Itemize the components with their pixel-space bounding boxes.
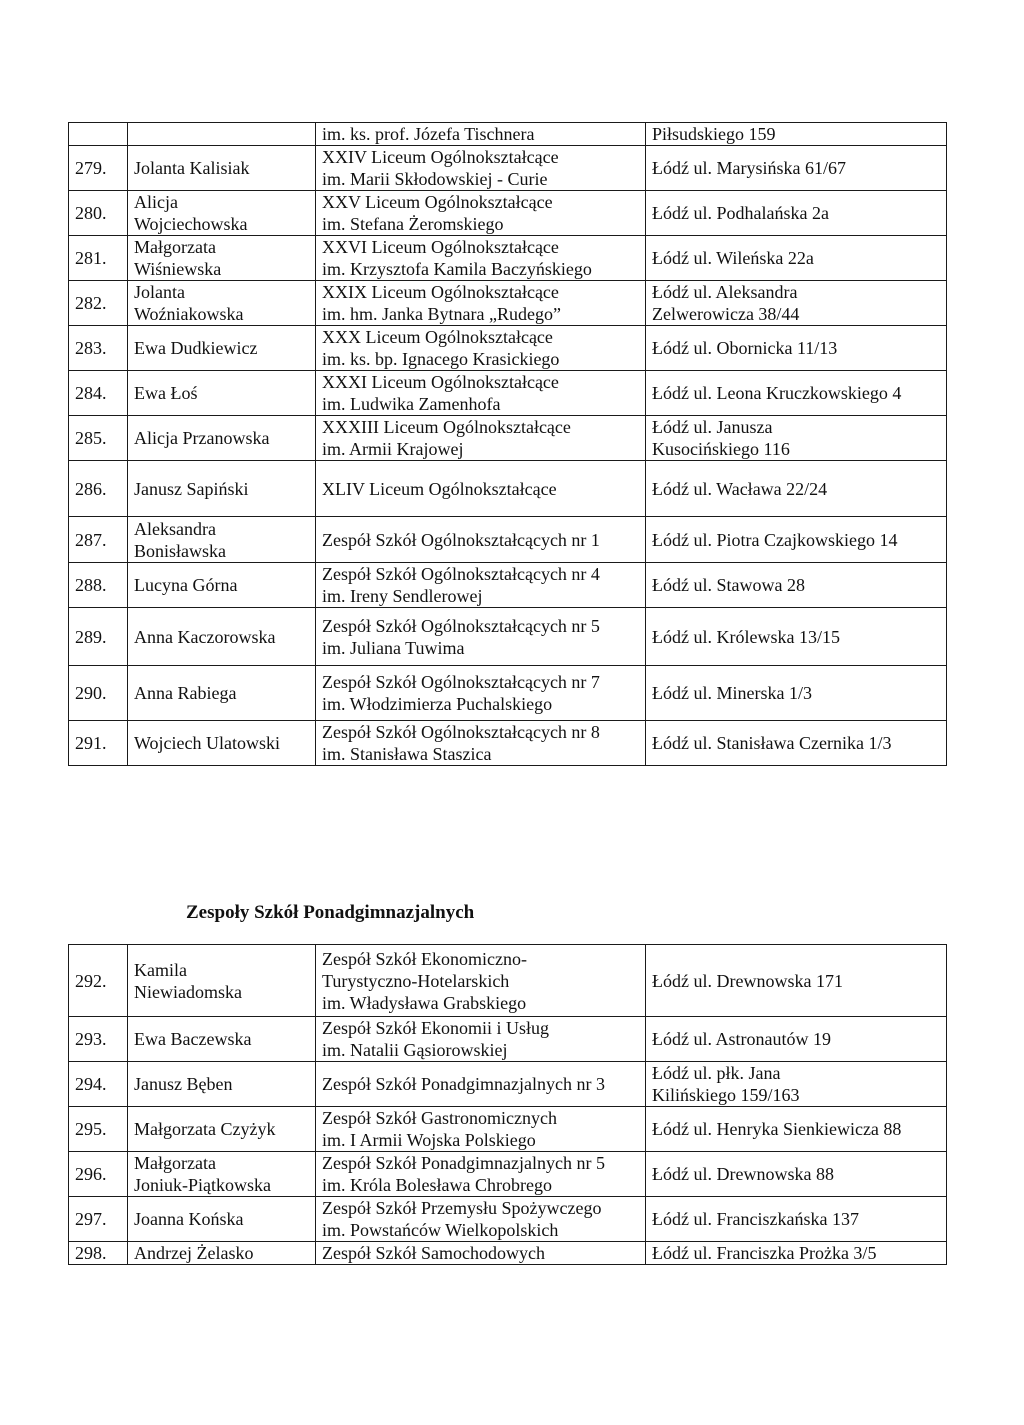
school-name-line: im. hm. Janka Bytnara „Rudego” <box>322 304 561 324</box>
school-name-line: Zespół Szkół Ogólnokształcących nr 4 <box>322 564 600 584</box>
director-name-line: Ewa Łoś <box>134 383 198 403</box>
school-name-line: im. Natalii Gąsiorowskiej <box>322 1040 508 1060</box>
table-row <box>69 123 947 146</box>
school-name-line: im. I Armii Wojska Polskiego <box>322 1130 536 1150</box>
director-name-line: Bonisławska <box>134 540 226 561</box>
school-address-cell <box>646 1062 947 1107</box>
row-number-cell: 288. <box>69 563 128 608</box>
director-name-line: Aleksandra <box>134 518 216 539</box>
school-address-line: Łódź ul. Piotra Czajkowskiego 14 <box>652 529 898 550</box>
school-name-cell <box>316 123 646 146</box>
school-address-line: Kusocińskiego 116 <box>652 439 790 459</box>
school-address-line: Łódź ul. Wileńska 22a <box>652 248 814 268</box>
school-address-cell <box>646 371 947 416</box>
table-row <box>69 146 947 191</box>
school-name-line: im. Ireny Sendlerowej <box>322 586 483 606</box>
school-address-line: Zelwerowicza 38/44 <box>652 304 800 324</box>
table-row <box>69 1152 947 1197</box>
school-name-cell <box>316 146 646 191</box>
school-name-line: XXV Liceum Ogólnokształcące <box>322 192 553 212</box>
director-name-cell <box>128 721 316 766</box>
school-name-cell <box>316 371 646 416</box>
table-row <box>69 236 947 281</box>
director-name-line: Janusz Sapiński <box>134 478 249 499</box>
director-name-cell <box>128 461 316 517</box>
director-name-cell <box>128 608 316 666</box>
school-address-cell <box>646 416 947 461</box>
school-address-line: Łódź ul. Janusza <box>652 417 773 437</box>
school-name-cell <box>316 236 646 281</box>
school-name-line: Zespół Szkół Ekonomii i Usług <box>322 1018 549 1038</box>
director-name-line: Małgorzata Czyżyk <box>134 1119 276 1139</box>
director-name-line: Alicja <box>134 192 178 212</box>
director-name-line: Niewiadomska <box>134 981 242 1002</box>
school-address-line: Łódź ul. Leona Kruczkowskiego 4 <box>652 383 902 403</box>
director-name-cell <box>128 1017 316 1062</box>
school-name-line: Zespół Szkół Ogólnokształcących nr 1 <box>322 529 600 550</box>
school-address-line: Łódź ul. Stawowa 28 <box>652 575 805 595</box>
school-name-line: im. Króla Bolesława Chrobrego <box>322 1175 552 1195</box>
school-address-cell <box>646 1242 947 1265</box>
schools-table-2 <box>68 944 947 1265</box>
school-address-cell <box>646 563 947 608</box>
director-name-line: Małgorzata <box>134 237 216 257</box>
school-address-cell <box>646 517 947 563</box>
table-row <box>69 608 947 666</box>
school-address-line: Łódź ul. Podhalańska 2a <box>652 203 829 223</box>
director-name-cell <box>128 191 316 236</box>
row-number-cell: 296. <box>69 1152 128 1197</box>
table-row <box>69 461 947 517</box>
school-address-cell <box>646 666 947 721</box>
school-name-line: XLIV Liceum Ogólnokształcące <box>322 478 557 499</box>
school-name-line: Zespół Szkół Samochodowych <box>322 1243 545 1263</box>
school-address-cell <box>646 1107 947 1152</box>
row-number-cell: 280. <box>69 191 128 236</box>
school-address-line: Łódź ul. Drewnowska 171 <box>652 970 843 991</box>
school-name-cell <box>316 721 646 766</box>
school-name-line: Zespół Szkół Przemysłu Spożywczego <box>322 1198 602 1218</box>
school-name-cell <box>316 517 646 563</box>
school-name-cell <box>316 326 646 371</box>
school-name-cell <box>316 416 646 461</box>
school-name-cell <box>316 1242 646 1265</box>
school-name-line: XXX Liceum Ogólnokształcące <box>322 327 553 347</box>
schools-table-1 <box>68 122 947 766</box>
director-name-line: Alicja Przanowska <box>134 428 270 448</box>
director-name-cell <box>128 1152 316 1197</box>
director-name-line: Janusz Bęben <box>134 1074 233 1094</box>
row-number-cell: 281. <box>69 236 128 281</box>
school-name-cell <box>316 1062 646 1107</box>
row-number-cell: 298. <box>69 1242 128 1265</box>
table-row <box>69 191 947 236</box>
director-name-cell <box>128 281 316 326</box>
school-name-line: Zespół Szkół Ponadgimnazjalnych nr 3 <box>322 1074 605 1094</box>
director-name-cell <box>128 1062 316 1107</box>
table-row <box>69 1197 947 1242</box>
director-name-line: Małgorzata <box>134 1153 216 1173</box>
row-number-cell: 294. <box>69 1062 128 1107</box>
row-number-cell: 282. <box>69 281 128 326</box>
director-name-line: Anna Rabiega <box>134 683 237 703</box>
row-number-cell <box>69 123 128 146</box>
school-name-line: im. Krzysztofa Kamila Baczyńskiego <box>322 259 592 279</box>
school-address-line: Łódź ul. Aleksandra <box>652 282 798 302</box>
school-address-line: Łódź ul. Obornicka 11/13 <box>652 338 838 358</box>
director-name-cell <box>128 517 316 563</box>
row-number-cell: 295. <box>69 1107 128 1152</box>
school-name-line: im. Ludwika Zamenhofa <box>322 394 501 414</box>
director-name-line: Jolanta Kalisiak <box>134 158 250 178</box>
director-name-line: Jolanta <box>134 282 185 302</box>
director-name-line: Ewa Baczewska <box>134 1029 252 1049</box>
school-address-cell <box>646 461 947 517</box>
row-number-cell: 297. <box>69 1197 128 1242</box>
school-name-cell <box>316 1107 646 1152</box>
director-name-cell <box>128 146 316 191</box>
director-name-cell <box>128 416 316 461</box>
director-name-line: Wojciech Ulatowski <box>134 733 281 753</box>
school-name-line: im. Juliana Tuwima <box>322 637 465 658</box>
table-row <box>69 1242 947 1265</box>
school-name-line: im. Stefana Żeromskiego <box>322 214 504 234</box>
row-number-cell: 283. <box>69 326 128 371</box>
director-name-cell <box>128 123 316 146</box>
school-address-cell <box>646 191 947 236</box>
table-row <box>69 416 947 461</box>
director-name-cell <box>128 563 316 608</box>
school-name-line: Zespół Szkół Ogólnokształcących nr 7 <box>322 672 600 692</box>
school-address-cell <box>646 1017 947 1062</box>
director-name-cell <box>128 326 316 371</box>
school-address-line: Piłsudskiego 159 <box>652 124 776 144</box>
school-name-line: XXXI Liceum Ogólnokształcące <box>322 372 559 392</box>
director-name-line: Wojciechowska <box>134 214 248 234</box>
school-name-line: Zespół Szkół Ponadgimnazjalnych nr 5 <box>322 1153 605 1173</box>
school-name-cell <box>316 191 646 236</box>
school-name-cell <box>316 666 646 721</box>
school-name-cell <box>316 563 646 608</box>
school-name-line: im. Armii Krajowej <box>322 439 464 459</box>
director-name-line: Woźniakowska <box>134 304 244 324</box>
school-name-line: im. ks. bp. Ignacego Krasickiego <box>322 349 560 369</box>
school-address-cell <box>646 236 947 281</box>
row-number-cell: 287. <box>69 517 128 563</box>
school-name-line: im. Władysława Grabskiego <box>322 992 527 1013</box>
director-name-line: Lucyna Górna <box>134 575 238 595</box>
director-name-line: Wiśniewska <box>134 259 222 279</box>
school-address-line: Łódź ul. Minerska 1/3 <box>652 683 812 703</box>
school-name-line: XXIV Liceum Ogólnokształcące <box>322 147 559 167</box>
school-address-line: Kilińskiego 159/163 <box>652 1085 800 1105</box>
school-address-line: Łódź ul. Franciszka Prożka 3/5 <box>652 1243 877 1263</box>
table-row <box>69 326 947 371</box>
director-name-line: Kamila <box>134 959 187 980</box>
row-number-cell: 291. <box>69 721 128 766</box>
table-row <box>69 371 947 416</box>
school-name-cell <box>316 945 646 1017</box>
table-row <box>69 666 947 721</box>
table-row <box>69 1017 947 1062</box>
row-number-cell: 290. <box>69 666 128 721</box>
table-row <box>69 1107 947 1152</box>
school-name-line: im. Włodzimierza Puchalskiego <box>322 694 553 714</box>
school-name-line: im. Powstańców Wielkopolskich <box>322 1220 559 1240</box>
table-row <box>69 721 947 766</box>
school-address-cell <box>646 1152 947 1197</box>
director-name-line: Andrzej Żelasko <box>134 1243 254 1263</box>
school-address-cell <box>646 1197 947 1242</box>
director-name-cell <box>128 371 316 416</box>
school-name-cell <box>316 1197 646 1242</box>
row-number-cell: 284. <box>69 371 128 416</box>
school-address-cell <box>646 326 947 371</box>
school-address-line: Łódź ul. Franciszkańska 137 <box>652 1209 859 1229</box>
table-row <box>69 945 947 1017</box>
school-address-cell <box>646 945 947 1017</box>
school-name-line: Zespół Szkół Ekonomiczno- <box>322 948 527 969</box>
school-name-line: XXXIII Liceum Ogólnokształcące <box>322 417 571 437</box>
director-name-cell <box>128 666 316 721</box>
director-name-cell <box>128 1107 316 1152</box>
row-number-cell: 286. <box>69 461 128 517</box>
row-number-cell: 292. <box>69 945 128 1017</box>
school-address-line: Łódź ul. Królewska 13/15 <box>652 626 840 647</box>
table-row <box>69 1062 947 1107</box>
school-name-line: Turystyczno-Hotelarskich <box>322 970 510 991</box>
school-address-line: Łódź ul. Henryka Sienkiewicza 88 <box>652 1119 902 1139</box>
director-name-line: Anna Kaczorowska <box>134 626 276 647</box>
table-row <box>69 281 947 326</box>
school-address-cell <box>646 721 947 766</box>
row-number-cell: 293. <box>69 1017 128 1062</box>
school-name-line: im. Stanisława Staszica <box>322 744 492 764</box>
school-name-line: XXVI Liceum Ogólnokształcące <box>322 237 559 257</box>
school-address-cell <box>646 281 947 326</box>
table-row <box>69 563 947 608</box>
school-name-line: im. ks. prof. Józefa Tischnera <box>322 124 535 144</box>
table-2-body <box>69 945 947 1265</box>
school-address-line: Łódź ul. Wacława 22/24 <box>652 478 828 499</box>
director-name-cell <box>128 236 316 281</box>
school-address-line: Łódź ul. Astronautów 19 <box>652 1029 831 1049</box>
school-name-cell <box>316 1017 646 1062</box>
school-name-line: Zespół Szkół Ogólnokształcących nr 5 <box>322 615 600 636</box>
school-address-line: Łódź ul. płk. Jana <box>652 1063 781 1083</box>
table-row <box>69 517 947 563</box>
director-name-line: Ewa Dudkiewicz <box>134 338 258 358</box>
school-address-cell <box>646 123 947 146</box>
school-name-cell <box>316 461 646 517</box>
school-name-line: Zespół Szkół Ogólnokształcących nr 8 <box>322 722 600 742</box>
director-name-cell <box>128 1197 316 1242</box>
school-name-line: Zespół Szkół Gastronomicznych <box>322 1108 557 1128</box>
section-title: Zespoły Szkół Ponadgimnazjalnych <box>186 902 475 923</box>
school-address-cell <box>646 146 947 191</box>
director-name-line: Joanna Końska <box>134 1209 244 1229</box>
school-address-cell <box>646 608 947 666</box>
school-address-line: Łódź ul. Drewnowska 88 <box>652 1164 834 1184</box>
director-name-line: Joniuk-Piątkowska <box>134 1175 271 1195</box>
school-name-cell <box>316 1152 646 1197</box>
school-name-cell <box>316 281 646 326</box>
director-name-cell <box>128 945 316 1017</box>
school-name-line: im. Marii Skłodowskiej - Curie <box>322 169 548 189</box>
school-address-line: Łódź ul. Marysińska 61/67 <box>652 158 846 178</box>
school-name-cell <box>316 608 646 666</box>
row-number-cell: 289. <box>69 608 128 666</box>
row-number-cell: 285. <box>69 416 128 461</box>
director-name-cell <box>128 1242 316 1265</box>
school-address-line: Łódź ul. Stanisława Czernika 1/3 <box>652 733 892 753</box>
row-number-cell: 279. <box>69 146 128 191</box>
table-1-body <box>69 123 947 766</box>
school-name-line: XXIX Liceum Ogólnokształcące <box>322 282 559 302</box>
